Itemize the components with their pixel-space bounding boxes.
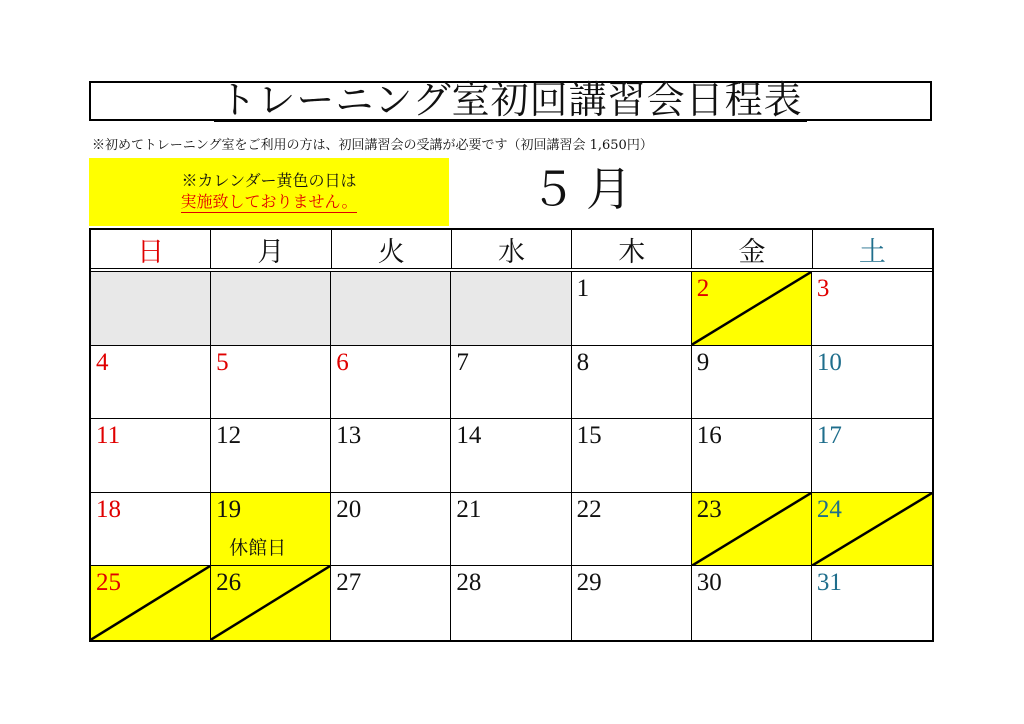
day-cell [91,346,211,420]
day-number: 26 [216,569,242,597]
day-cell [331,493,451,567]
closed-day-cell [812,493,932,567]
day-number: 30 [696,569,722,597]
page-title: トレーニング室初回講習会日程表 [214,81,806,122]
title-box [89,77,932,122]
day-number: 29 [576,569,602,597]
day-number: 31 [816,569,842,597]
closed-slash-mark [692,272,811,345]
day-number: 18 [96,495,121,523]
day-cell [451,346,571,420]
weekday-header-cell: 金 [692,230,812,268]
day-cell [572,346,692,420]
day-cell [812,272,932,346]
day-number: 9 [696,348,710,376]
day-cell [451,493,571,567]
day-cell [451,566,571,640]
day-number: 24 [816,495,842,523]
day-cell [812,419,932,493]
day-number: 3 [816,275,830,302]
day-number: 27 [336,569,362,597]
empty-day-cell [211,272,331,346]
empty-day-cell [91,272,211,346]
day-number: 4 [96,348,109,376]
day-number: 25 [96,569,121,597]
weekday-header-cell: 木 [572,230,692,268]
legend-line-1: ※カレンダー黄色の日は [181,170,357,190]
day-cell [572,493,692,567]
weekday-header-cell: 火 [332,230,452,268]
closed-day-cell [91,566,211,640]
weekday-header-cell: 水 [452,230,572,268]
day-cell [331,419,451,493]
day-number: 14 [456,422,482,450]
day-cell [812,566,932,640]
day-cell [91,419,211,493]
day-number: 2 [696,275,710,302]
day-number: 16 [696,422,722,450]
day-cell [692,419,812,493]
day-number: 20 [336,495,362,523]
day-cell [211,419,331,493]
closed-day-cell [692,272,812,346]
legend-box [89,158,449,226]
empty-day-cell [331,272,451,346]
weekday-header-cell: 土 [858,236,886,268]
day-number: 12 [216,422,242,450]
day-cell [572,272,692,346]
closed-day-cell [211,493,331,567]
fee-note: ※初めてトレーニング室をご利用の方は、初回講習会の受講が必要です（初回講習会 1,650円） [92,138,653,153]
calendar [89,228,934,642]
closed-day-cell [211,566,331,640]
day-number: 11 [96,422,121,450]
weekday-header [91,230,932,272]
day-number: 13 [336,422,362,450]
month-label: ５月 [530,162,642,216]
day-number: 6 [336,348,349,376]
day-cell [331,566,451,640]
day-number: 5 [216,348,229,376]
day-cell [451,419,571,493]
day-number: 19 [216,495,242,523]
day-cell [692,566,812,640]
day-number: 17 [816,422,842,450]
day-cell [572,419,692,493]
day-number: 21 [456,495,482,523]
day-number: 28 [456,569,482,597]
calendar-grid [91,272,932,640]
weekday-header-cell: 月 [211,230,331,268]
day-number: 23 [696,495,722,523]
closed-day-note: 休館日 [229,536,287,559]
day-cell [91,493,211,567]
closed-day-cell [692,493,812,567]
legend-line-2: 実施致しておりません。 [181,192,358,214]
day-number: 7 [456,348,469,376]
weekday-header-cell: 日 [91,230,211,268]
day-number: 8 [576,348,590,376]
day-cell [692,346,812,420]
day-cell [211,346,331,420]
day-number: 22 [576,495,602,523]
day-number: 10 [816,348,842,376]
empty-day-cell [451,272,571,346]
day-cell [331,346,451,420]
day-number: 1 [576,275,590,302]
day-cell [812,346,932,420]
day-number: 15 [576,422,602,450]
day-cell [572,566,692,640]
